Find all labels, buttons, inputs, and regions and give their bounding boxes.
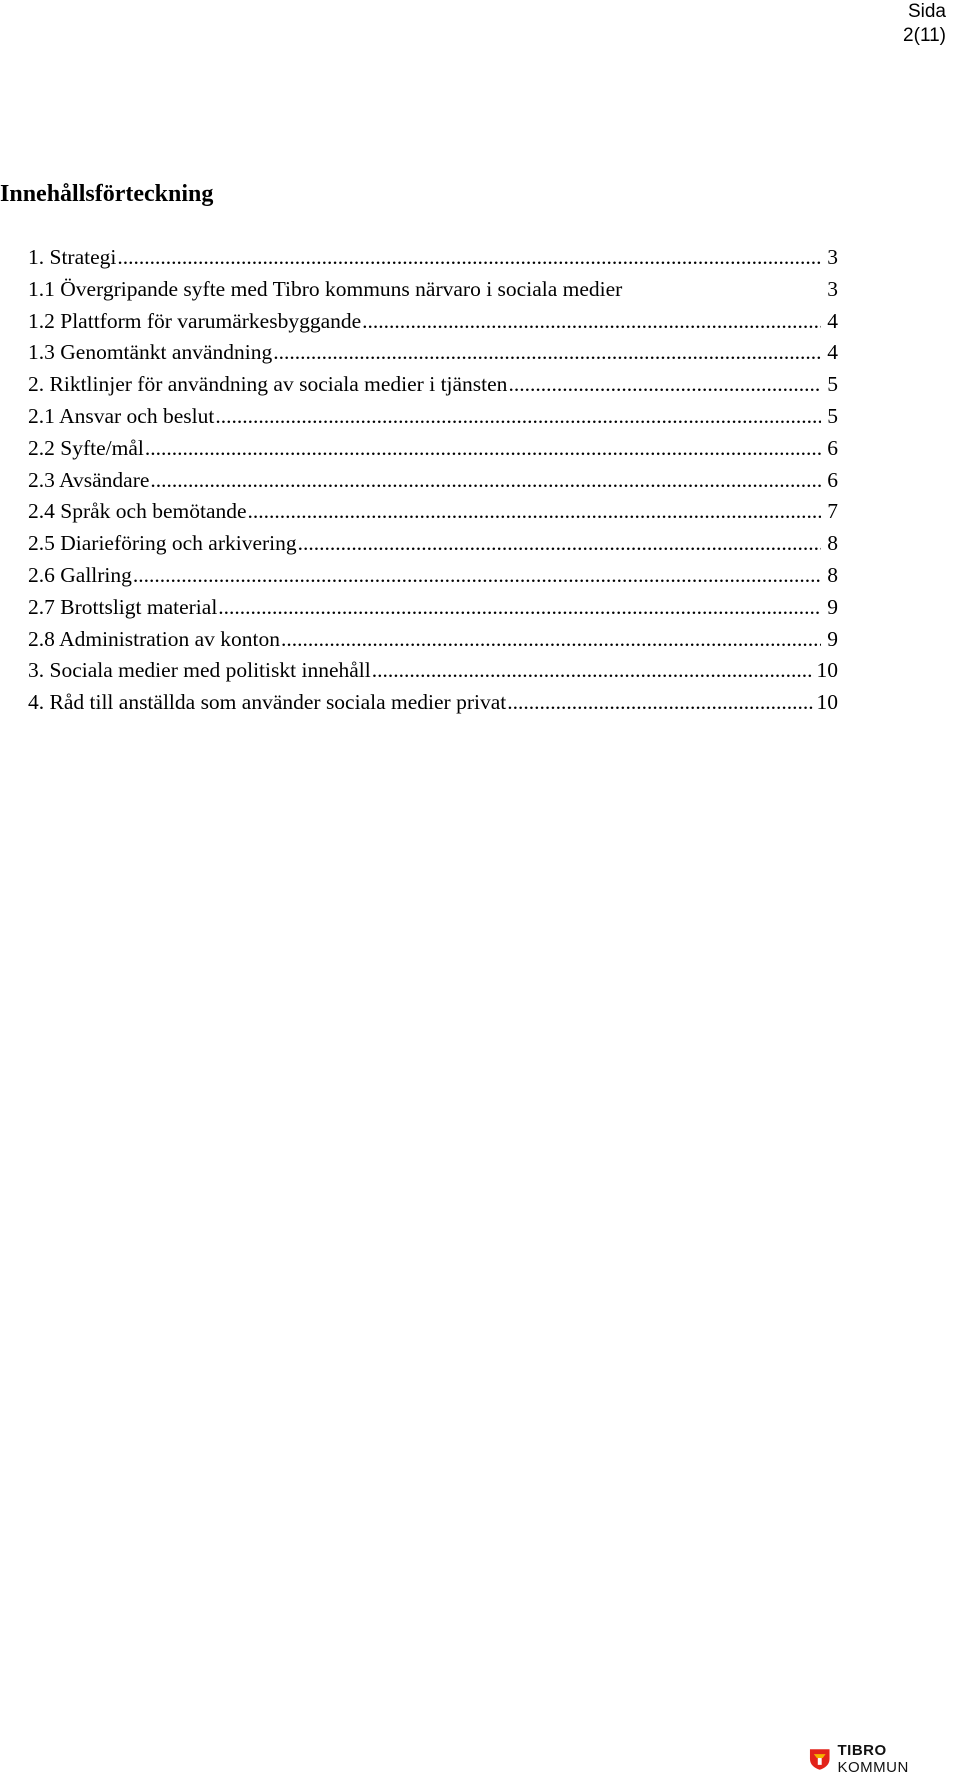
logo-text: [837, 1742, 960, 1776]
toc-entry[interactable]: [28, 433, 838, 465]
toc-entry-label: 1. Strategi: [28, 245, 117, 269]
toc-entry-page-number: 4: [827, 340, 838, 365]
toc-entry[interactable]: [28, 274, 838, 306]
tibro-shield-icon: [808, 1747, 831, 1771]
toc-entry-page-number: 5: [827, 403, 838, 428]
toc-entry-page-number: 5: [827, 372, 838, 397]
toc-dot-leader: [372, 655, 814, 687]
toc-dot-leader: [133, 560, 821, 592]
toc-entry-label: 2.3 Avsändare: [28, 467, 150, 492]
toc-entry-label: 2. Riktlinjer för användning av sociala medier i tjänsten: [28, 372, 508, 397]
toc-entry-label: 2.8 Administration av konton: [28, 626, 281, 651]
toc-entry[interactable]: [28, 306, 838, 338]
toc-entry-page-number: 10: [816, 690, 838, 715]
tibro-kommun-logo: [808, 1742, 960, 1776]
toc-entry-label: 2.1 Ansvar och beslut: [28, 403, 215, 428]
toc-entry-label: 2.4 Språk och bemötande: [28, 499, 247, 524]
toc-dot-leader: [281, 624, 821, 656]
toc-entry-page-number: 3: [827, 245, 838, 269]
toc-entry-page-number: 7: [827, 499, 838, 524]
toc-dot-leader: [273, 337, 821, 369]
toc-dot-leader: [215, 401, 821, 433]
toc-entry[interactable]: [28, 560, 838, 592]
toc-entry-page-number: 9: [827, 594, 838, 619]
toc-entry-page-number: 3: [827, 276, 838, 301]
page-header: [903, 0, 946, 48]
toc-entry[interactable]: [28, 465, 838, 497]
toc-entry[interactable]: [28, 687, 838, 719]
toc-dot-leader: [508, 369, 821, 401]
toc-entry[interactable]: [28, 592, 838, 624]
toc-entry[interactable]: [28, 401, 838, 433]
toc-entry-label: 1.1 Övergripande syfte med Tibro kommuns närvaro i sociala medier: [28, 276, 623, 301]
toc-entry[interactable]: [28, 337, 838, 369]
toc-title: Innehållsförteckning: [0, 181, 214, 207]
toc-entry[interactable]: [28, 369, 838, 401]
toc-list: [28, 242, 838, 719]
toc-entry-label: 2.5 Diarieföring och arkivering: [28, 531, 297, 556]
toc-entry[interactable]: [28, 528, 838, 560]
toc-dot-leader: [362, 306, 821, 338]
page-label: Sida: [907, 1, 946, 22]
logo-text-thin: KOMMUN: [837, 1759, 909, 1776]
toc-dot-leader: [218, 592, 821, 624]
toc-entry-label: 1.3 Genomtänkt användning: [28, 340, 273, 365]
logo-text-bold: TIBRO: [837, 1742, 887, 1759]
toc-entry-page-number: 9: [827, 626, 838, 651]
toc-entry[interactable]: [28, 655, 838, 687]
toc-entry-page-number: 4: [827, 308, 838, 333]
toc-entry-page-number: 8: [827, 562, 838, 587]
toc-dot-leader: [507, 687, 813, 719]
toc-dot-leader: [145, 433, 821, 465]
toc-dot-leader: [117, 242, 821, 274]
toc-entry-label: 2.6 Gallring: [28, 562, 132, 587]
page-number: 2(11): [903, 25, 946, 46]
toc-entry[interactable]: [28, 624, 838, 656]
toc-entry-label: 2.2 Syfte/mål: [28, 435, 144, 460]
toc-entry-label: 1.2 Plattform för varumärkesbyggande: [28, 308, 362, 333]
toc-dot-leader: [150, 465, 821, 497]
toc-entry-label: 3. Sociala medier med politiskt innehåll: [28, 658, 371, 683]
toc-entry[interactable]: [28, 496, 838, 528]
toc-dot-leader: [248, 496, 821, 528]
toc-entry-page-number: 6: [827, 435, 838, 460]
toc-entry-page-number: 10: [816, 658, 838, 683]
toc-entry-page-number: 8: [827, 531, 838, 556]
toc-entry-label: 4. Råd till anställda som använder sociala medier privat: [28, 690, 507, 715]
toc-dot-leader: [298, 528, 821, 560]
toc-entry[interactable]: [28, 242, 838, 274]
toc-entry-page-number: 6: [827, 467, 838, 492]
toc-entry-label: 2.7 Brottsligt material: [28, 594, 218, 619]
